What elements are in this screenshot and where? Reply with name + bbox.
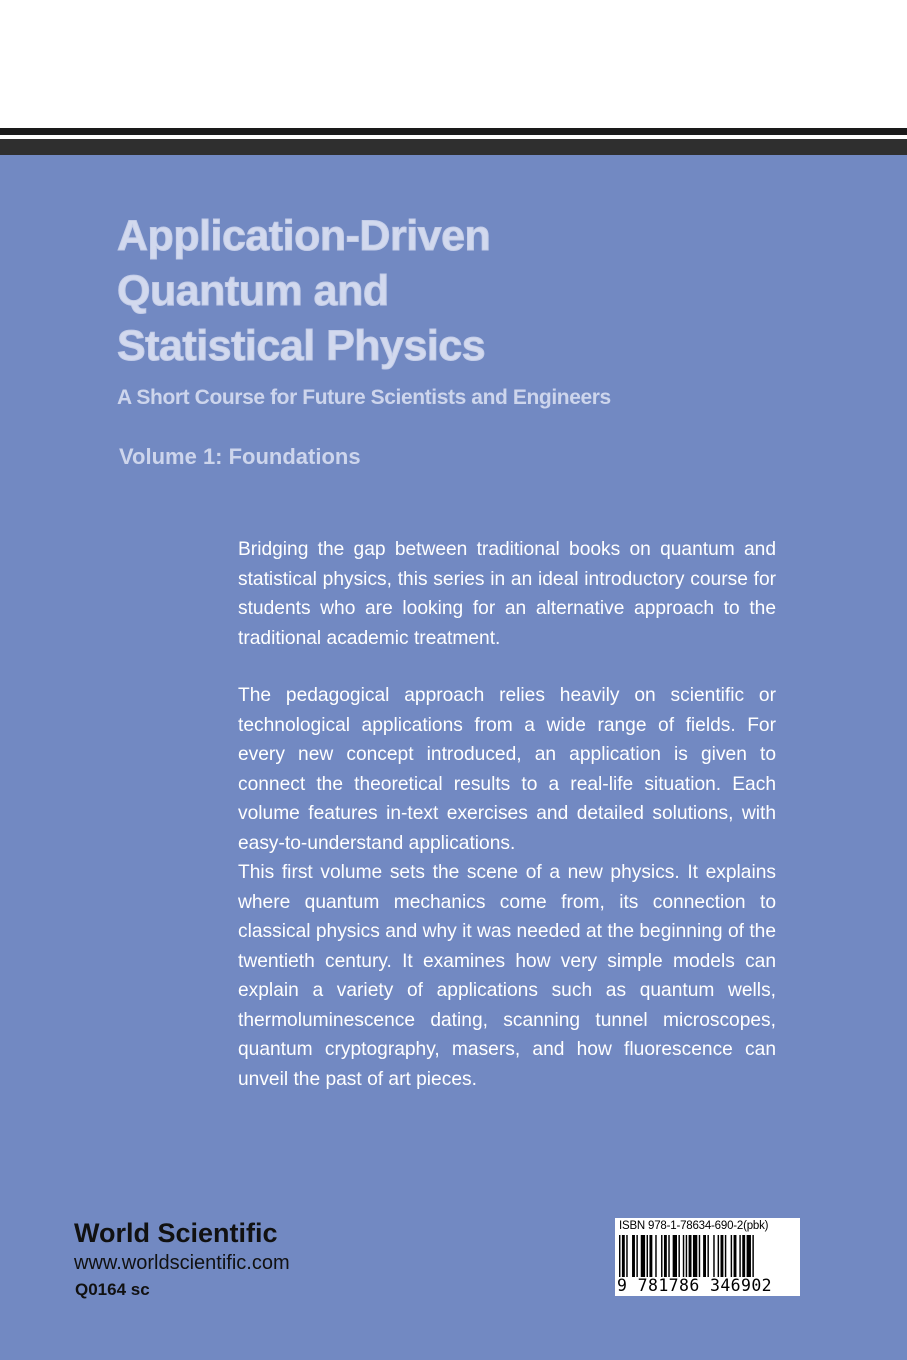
book-title-line-1: Application-Driven xyxy=(117,212,491,260)
barcode-bar xyxy=(668,1235,669,1277)
barcode-bar xyxy=(641,1235,645,1277)
barcode-digits: 9 781786 346902 xyxy=(617,1276,773,1295)
description-paragraph-3: This first volume sets the scene of a new physics. It explains where quantum mechanics come from, its connection to classical physics and why it was needed at the beginning of the twentieth century. It examines how very simple models can explain a variety of applications such as quantum wells, thermoluminescence dating, scanning tunnel microscopes, quantum cryptography, masers, and how fluorescence can unveil the past of art pieces. xyxy=(238,862,776,1090)
barcode-bar xyxy=(626,1235,627,1277)
book-title-line-3: Statistical Physics xyxy=(117,322,486,370)
barcode-bar xyxy=(703,1235,706,1277)
barcode-bar xyxy=(731,1235,732,1277)
description-paragraph-2: The pedagogical approach relies heavily on scientific or technological applications from a wide range of fields. For every new concept introduced, an application is given to connect the theoretical results to a real-life situation. Each volume features in-text exercises and detailed solutions, with easy-to-understand applications. xyxy=(238,685,776,854)
volume-label: Volume 1: Foundations xyxy=(119,444,361,469)
top-white-margin xyxy=(0,0,907,128)
isbn-barcode xyxy=(615,1218,800,1296)
barcode-bar xyxy=(636,1235,637,1277)
barcode-bar xyxy=(721,1235,724,1277)
barcode-bar xyxy=(632,1235,635,1277)
book-subtitle: A Short Course for Future Scientists and Engineers xyxy=(117,386,611,409)
barcode-bar xyxy=(689,1235,692,1277)
description-paragraph-1: Bridging the gap between traditional books on quantum and statistical physics, this series in an ideal introductory course for students who are looking for an alternative approach to the traditional academic treatment. xyxy=(238,539,776,649)
barcode-bar xyxy=(683,1235,684,1277)
isbn-label: ISBN 978-1-78634-690-2(pbk) xyxy=(619,1220,769,1232)
barcode-bar xyxy=(742,1235,745,1277)
barcode-bar xyxy=(686,1235,687,1277)
barcode-bar xyxy=(664,1235,667,1277)
barcode-bar xyxy=(752,1235,753,1277)
barcode-bars xyxy=(619,1235,796,1277)
barcode-bar xyxy=(713,1235,714,1277)
top-black-rule xyxy=(0,128,907,135)
barcode-bar xyxy=(647,1235,648,1277)
barcode-bar xyxy=(619,1235,620,1277)
barcode-bar xyxy=(747,1235,751,1277)
barcode-bar xyxy=(739,1235,740,1277)
barcode-bar xyxy=(734,1235,737,1277)
book-title-line-2: Quantum and xyxy=(117,267,389,315)
barcode-bar xyxy=(661,1235,662,1277)
barcode-bar xyxy=(655,1235,656,1277)
barcode-bar xyxy=(678,1235,679,1277)
barcode-bar xyxy=(622,1235,625,1277)
publisher-code: Q0164 sc xyxy=(75,1280,150,1299)
barcode-bar xyxy=(673,1235,677,1277)
barcode-bar xyxy=(725,1235,726,1277)
barcode-bar xyxy=(693,1235,697,1277)
publisher-name: World Scientific xyxy=(74,1218,278,1248)
barcode-bar xyxy=(718,1235,719,1277)
barcode-bar xyxy=(649,1235,652,1277)
barcode-bar xyxy=(699,1235,700,1277)
top-dark-band xyxy=(0,139,907,155)
barcode-bar xyxy=(707,1235,708,1277)
publisher-url: www.worldscientific.com xyxy=(74,1252,290,1274)
